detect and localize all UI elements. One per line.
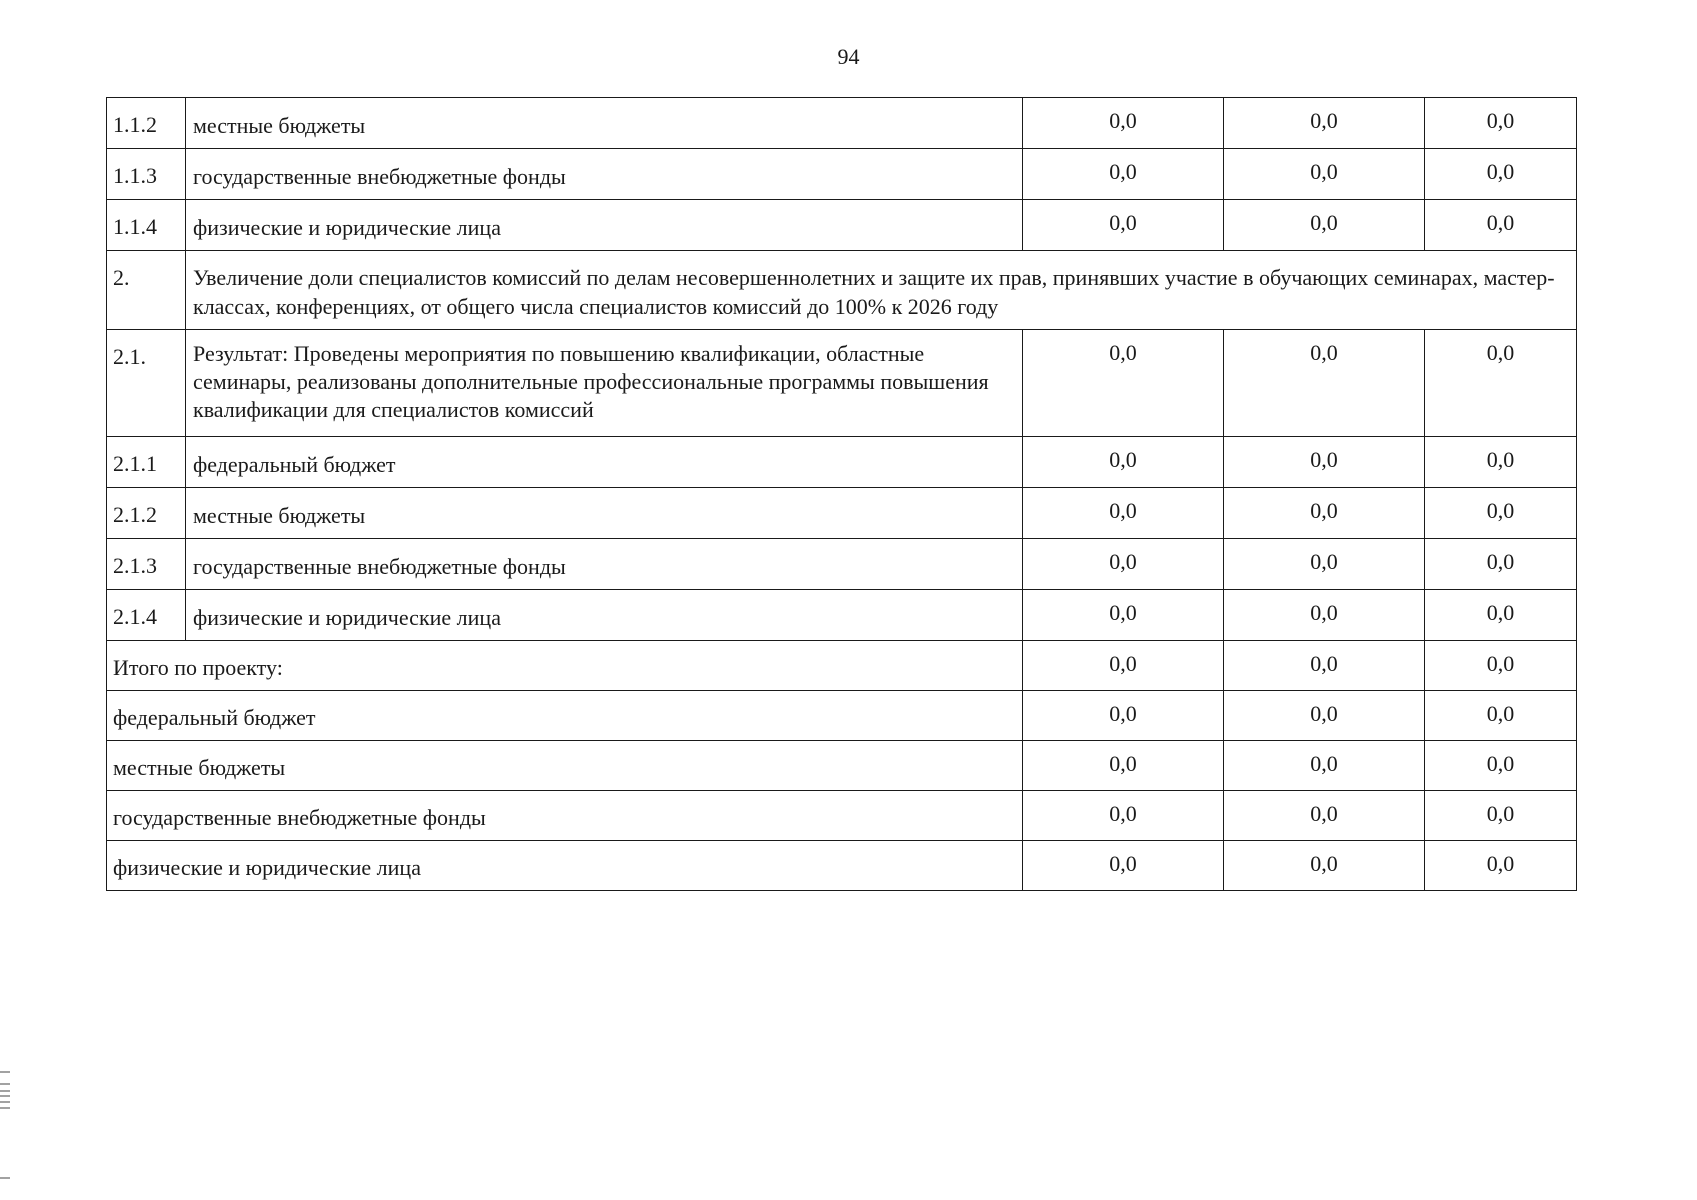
row-value: 0,0 bbox=[1224, 149, 1425, 200]
row-value: 0,0 bbox=[1023, 149, 1224, 200]
row-value: 0,0 bbox=[1224, 200, 1425, 251]
row-value: 0,0 bbox=[1425, 488, 1577, 539]
row-value: 0,0 bbox=[1425, 98, 1577, 149]
row-number: 1.1.2 bbox=[107, 98, 186, 149]
table-row-result bbox=[107, 330, 1577, 437]
row-value: 0,0 bbox=[1224, 539, 1425, 590]
total-row bbox=[107, 791, 1577, 841]
row-value: 0,0 bbox=[1023, 200, 1224, 251]
row-value: 0,0 bbox=[1224, 437, 1425, 488]
total-value: 0,0 bbox=[1224, 741, 1425, 791]
row-name: физические и юридические лица bbox=[186, 590, 1023, 641]
total-value: 0,0 bbox=[1224, 841, 1425, 891]
total-label: федеральный бюджет bbox=[107, 691, 1023, 741]
total-label: местные бюджеты bbox=[107, 741, 1023, 791]
page-number: 94 bbox=[837, 44, 860, 69]
total-value: 0,0 bbox=[1224, 691, 1425, 741]
row-value: 0,0 bbox=[1425, 590, 1577, 641]
total-value: 0,0 bbox=[1425, 741, 1577, 791]
total-row bbox=[107, 741, 1577, 791]
total-row bbox=[107, 691, 1577, 741]
total-value: 0,0 bbox=[1425, 841, 1577, 891]
row-value: 0,0 bbox=[1023, 330, 1224, 437]
row-value: 0,0 bbox=[1425, 330, 1577, 437]
row-value: 0,0 bbox=[1425, 437, 1577, 488]
total-value: 0,0 bbox=[1425, 641, 1577, 691]
row-name: физические и юридические лица bbox=[186, 200, 1023, 251]
total-value: 0,0 bbox=[1425, 791, 1577, 841]
row-name: государственные внебюджетные фонды bbox=[186, 539, 1023, 590]
table-row-goal bbox=[107, 251, 1577, 330]
table-row bbox=[107, 200, 1577, 251]
total-value: 0,0 bbox=[1224, 641, 1425, 691]
row-value: 0,0 bbox=[1224, 330, 1425, 437]
scan-edge-marks bbox=[0, 1050, 14, 1200]
row-number: 1.1.4 bbox=[107, 200, 186, 251]
row-number: 2.1.3 bbox=[107, 539, 186, 590]
row-name: Результат: Проведены мероприятия по повышению квалификации, областные семинары, реализованы дополнительные профессиональные программы повышения квалификации для специалистов комиссий bbox=[186, 330, 1023, 437]
table-row bbox=[107, 488, 1577, 539]
row-value: 0,0 bbox=[1425, 149, 1577, 200]
row-value: 0,0 bbox=[1023, 437, 1224, 488]
row-number: 2.1.1 bbox=[107, 437, 186, 488]
total-row bbox=[107, 841, 1577, 891]
row-value: 0,0 bbox=[1023, 488, 1224, 539]
row-name: местные бюджеты bbox=[186, 98, 1023, 149]
row-value: 0,0 bbox=[1023, 539, 1224, 590]
row-value: 0,0 bbox=[1224, 590, 1425, 641]
total-value: 0,0 bbox=[1023, 791, 1224, 841]
row-number: 2.1.4 bbox=[107, 590, 186, 641]
row-number: 2.1.2 bbox=[107, 488, 186, 539]
row-number: 1.1.3 bbox=[107, 149, 186, 200]
total-value: 0,0 bbox=[1425, 691, 1577, 741]
budget-table bbox=[106, 97, 1577, 891]
total-label: физические и юридические лица bbox=[107, 841, 1023, 891]
total-label: Итого по проекту: bbox=[107, 641, 1023, 691]
table-row bbox=[107, 149, 1577, 200]
row-value: 0,0 bbox=[1425, 539, 1577, 590]
total-row bbox=[107, 641, 1577, 691]
total-label: государственные внебюджетные фонды bbox=[107, 791, 1023, 841]
total-value: 0,0 bbox=[1023, 841, 1224, 891]
table-row bbox=[107, 98, 1577, 149]
row-value: 0,0 bbox=[1023, 98, 1224, 149]
total-value: 0,0 bbox=[1023, 641, 1224, 691]
row-name: федеральный бюджет bbox=[186, 437, 1023, 488]
total-value: 0,0 bbox=[1023, 691, 1224, 741]
row-value: 0,0 bbox=[1023, 590, 1224, 641]
row-number: 2. bbox=[107, 251, 186, 330]
total-value: 0,0 bbox=[1224, 791, 1425, 841]
row-value: 0,0 bbox=[1224, 488, 1425, 539]
row-number: 2.1. bbox=[107, 330, 186, 437]
table-row bbox=[107, 539, 1577, 590]
table-row bbox=[107, 590, 1577, 641]
row-value: 0,0 bbox=[1425, 200, 1577, 251]
row-value: 0,0 bbox=[1224, 98, 1425, 149]
goal-description: Увеличение доли специалистов комиссий по делам несовершеннолетних и защите их прав, принявших участие в обучающих семинарах, мастер-классах, конференциях, от общего числа специалистов комиссий до 100% к 2026 году bbox=[186, 251, 1577, 330]
table-row bbox=[107, 437, 1577, 488]
total-value: 0,0 bbox=[1023, 741, 1224, 791]
row-name: местные бюджеты bbox=[186, 488, 1023, 539]
row-name: государственные внебюджетные фонды bbox=[186, 149, 1023, 200]
